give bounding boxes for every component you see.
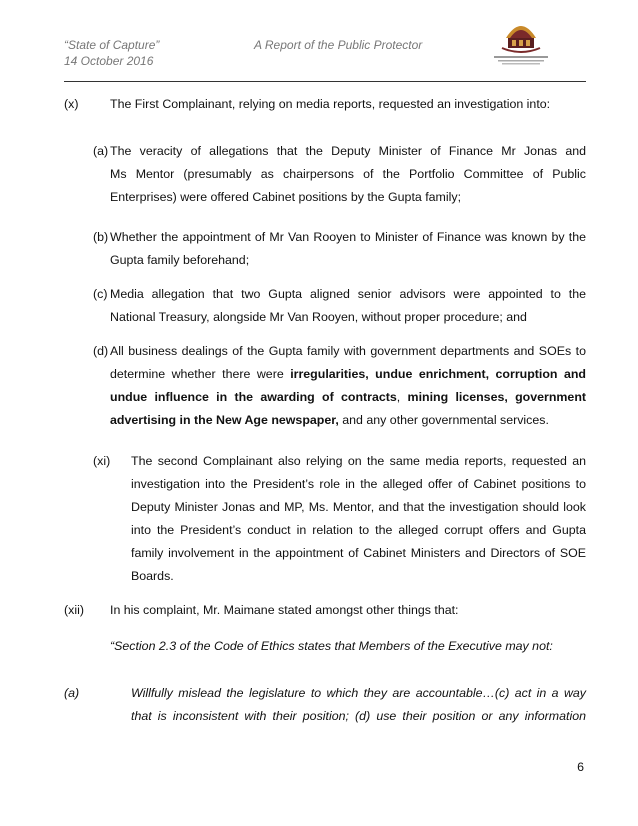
item-c-line-1: Media allegation that two Gupta aligned senior advisors were appointed to the (110, 287, 586, 301)
item-a-line-2: Ms Mentor (presumably as chairpersons of the Portfolio Committee of Public (110, 167, 586, 181)
quote-intro: “Section 2.3 of the Code of Ethics states that Members of the Executive may not: (110, 639, 553, 653)
page-number: 6 (577, 760, 584, 774)
item-c-marker: (c) (93, 287, 108, 301)
header-rule (64, 81, 586, 82)
item-xi-line-6: Boards. (131, 569, 174, 583)
item-xi-line-4: into the President’s conduct in relation to the alleged corrupt offers and Gupta (131, 523, 586, 537)
item-a-marker: (a) (93, 144, 109, 158)
item-xii-text: In his complaint, Mr. Maimane stated amongst other things that: (110, 603, 459, 617)
item-a-line-1: The veracity of allegations that the Deputy Minister of Finance Mr Jonas and (110, 144, 586, 158)
public-protector-logo (486, 10, 556, 70)
quote-item-a-line-1: Willfully mislead the legislature to which they are accountable…(c) act in a way (131, 686, 586, 700)
header-date: 14 October 2016 (64, 54, 154, 68)
item-c-line-2: National Treasury, alongside Mr Van Rooyen, without proper procedure; and (110, 310, 527, 324)
header-title: “State of Capture” (64, 38, 160, 52)
item-xi-line-2: investigation into the President’s role in the alleged offer of Cabinet positions to (131, 477, 586, 491)
item-d-line-4-plain: and any other governmental services. (338, 413, 549, 427)
item-d-line-3-sep: , (396, 390, 408, 404)
item-xii-marker: (xii) (64, 603, 84, 617)
item-d-line-3 (110, 390, 586, 404)
header-report-name: A Report of the Public Protector (254, 38, 423, 52)
item-d-line-2-plain: determine whether there were (110, 367, 291, 381)
item-a-line-3: Enterprises) were offered Cabinet positions by the Gupta family; (110, 190, 462, 204)
item-xi-line-1: The second Complainant also relying on the same media reports, requested an (131, 454, 586, 468)
item-d-line-1: All business dealings of the Gupta family with government departments and SOEs to (110, 344, 586, 358)
quote-item-a-marker: (a) (64, 686, 80, 700)
item-b-line-2: Gupta family beforehand; (110, 253, 250, 267)
item-d-line-2 (110, 367, 586, 381)
item-b-line-1: Whether the appointment of Mr Van Rooyen to Minister of Finance was known by the (110, 230, 586, 244)
item-x-marker: (x) (64, 97, 79, 111)
item-d-line-3-bold-1: undue influence in the awarding of contracts (110, 390, 397, 404)
item-xi-line-5: family involvement in the appointment of Cabinet Ministers and Directors of SOE (131, 546, 586, 560)
item-x-text: The First Complainant, relying on media reports, requested an investigation into: (110, 97, 551, 111)
item-d-line-3-bold-2: mining licenses, government (407, 390, 587, 404)
item-d-line-4-bold: advertising in the New Age newspaper, (110, 413, 339, 427)
item-d-line-4 (110, 413, 549, 427)
item-d-marker: (d) (93, 344, 109, 358)
quote-item-a-line-2: that is inconsistent with their position; (d) use their position or any information (131, 709, 586, 723)
item-d-line-2-bold: irregularities, undue enrichment, corruption and (290, 367, 586, 381)
item-b-marker: (b) (93, 230, 109, 244)
item-xi-line-3: Deputy Minister Jonas and MP, Ms. Mentor, and that the investigation should look (131, 500, 586, 514)
item-xi-marker: (xi) (93, 454, 111, 468)
